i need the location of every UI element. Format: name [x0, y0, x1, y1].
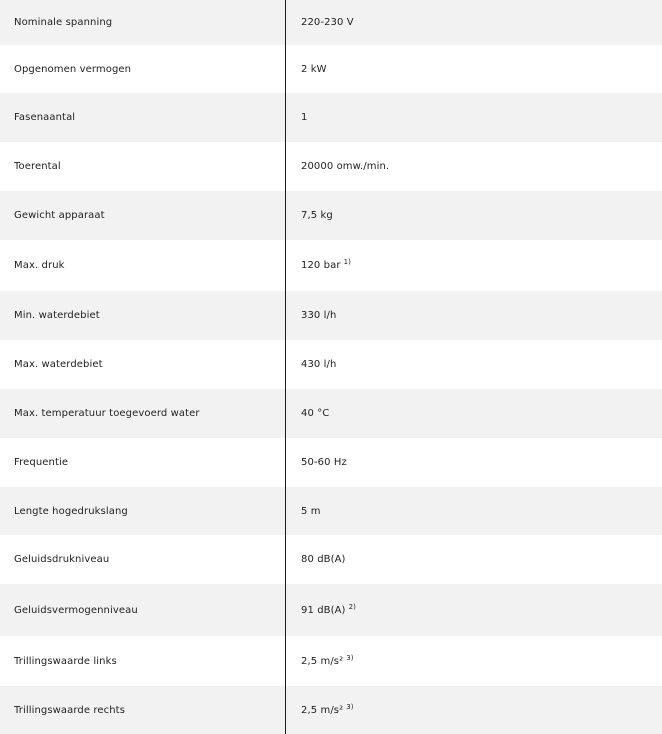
spec-label: Lengte hogedrukslang [14, 505, 128, 517]
spec-value-cell [285, 408, 662, 419]
spec-row-sound-power-level [0, 584, 662, 636]
spec-label: Nominale spanning [14, 17, 113, 28]
spec-value-cell [285, 310, 662, 321]
footnote-marker: 1) [343, 258, 351, 266]
spec-label: Trillingswaarde links [14, 655, 117, 667]
spec-row-max-pressure [0, 240, 662, 291]
spec-label: Max. druk [14, 260, 65, 271]
spec-value-cell [285, 653, 662, 667]
spec-row-phases [0, 93, 662, 142]
spec-value: 430 l/h [301, 359, 337, 370]
spec-label: Trillingswaarde rechts [14, 704, 126, 716]
spec-value-cell [285, 112, 662, 123]
spec-row-weight [0, 191, 662, 240]
spec-value: 50-60 Hz [301, 457, 347, 468]
spec-value: 2,5 m/s² [301, 704, 344, 716]
spec-row-vibration-right [0, 686, 662, 734]
spec-value-cell [285, 602, 662, 616]
spec-value: 2,5 m/s² [301, 655, 344, 667]
spec-value-cell [285, 210, 662, 221]
spec-value-cell [285, 64, 662, 75]
spec-row-sound-pressure-level [0, 535, 662, 584]
spec-row-frequency [0, 438, 662, 487]
spec-value-cell [285, 457, 662, 468]
spec-label: Max. waterdebiet [14, 359, 103, 370]
spec-label: Toerental [14, 161, 61, 172]
spec-value-cell [285, 161, 662, 172]
spec-value: 5 m [301, 505, 321, 517]
spec-label: Frequentie [14, 457, 69, 468]
spec-row-max-supply-water-temperature [0, 389, 662, 438]
spec-value: 91 dB(A) [301, 604, 346, 616]
spec-row-hose-length [0, 487, 662, 535]
spec-label: Max. temperatuur toegevoerd water [14, 408, 200, 419]
spec-row-max-water-flow [0, 340, 662, 389]
spec-value: 7,5 kg [301, 210, 333, 221]
spec-value: 20000 omw./min. [301, 161, 390, 172]
spec-value-cell [285, 260, 662, 271]
footnote-marker: 2) [348, 602, 356, 611]
spec-row-vibration-left [0, 636, 662, 686]
spec-value: 2 kW [301, 63, 327, 75]
spec-label: Fasenaantal [14, 112, 76, 123]
spec-value: 1 [301, 112, 308, 123]
spec-label: Geluidsvermogenniveau [14, 604, 138, 616]
spec-row-speed [0, 142, 662, 191]
spec-row-power-consumption [0, 45, 662, 93]
spec-value-cell [285, 359, 662, 370]
spec-row-min-water-flow [0, 291, 662, 340]
spec-value: 40 °C [301, 408, 330, 419]
spec-value: 80 dB(A) [301, 554, 346, 565]
footnote-marker: 3) [346, 653, 354, 662]
spec-value: 120 bar [301, 260, 341, 271]
spec-row-nominal-voltage [0, 0, 662, 45]
spec-value-cell [285, 17, 662, 28]
spec-value: 220-230 V [301, 17, 354, 28]
spec-label: Min. waterdebiet [14, 310, 100, 321]
spec-value-cell [285, 702, 662, 716]
spec-label: Geluidsdrukniveau [14, 554, 110, 565]
spec-value-cell [285, 554, 662, 565]
footnote-marker: 3) [346, 702, 354, 711]
spec-label: Opgenomen vermogen [14, 63, 132, 75]
spec-value: 330 l/h [301, 310, 337, 321]
column-divider [285, 0, 286, 734]
spec-value-cell [285, 506, 662, 517]
spec-label: Gewicht apparaat [14, 210, 105, 221]
